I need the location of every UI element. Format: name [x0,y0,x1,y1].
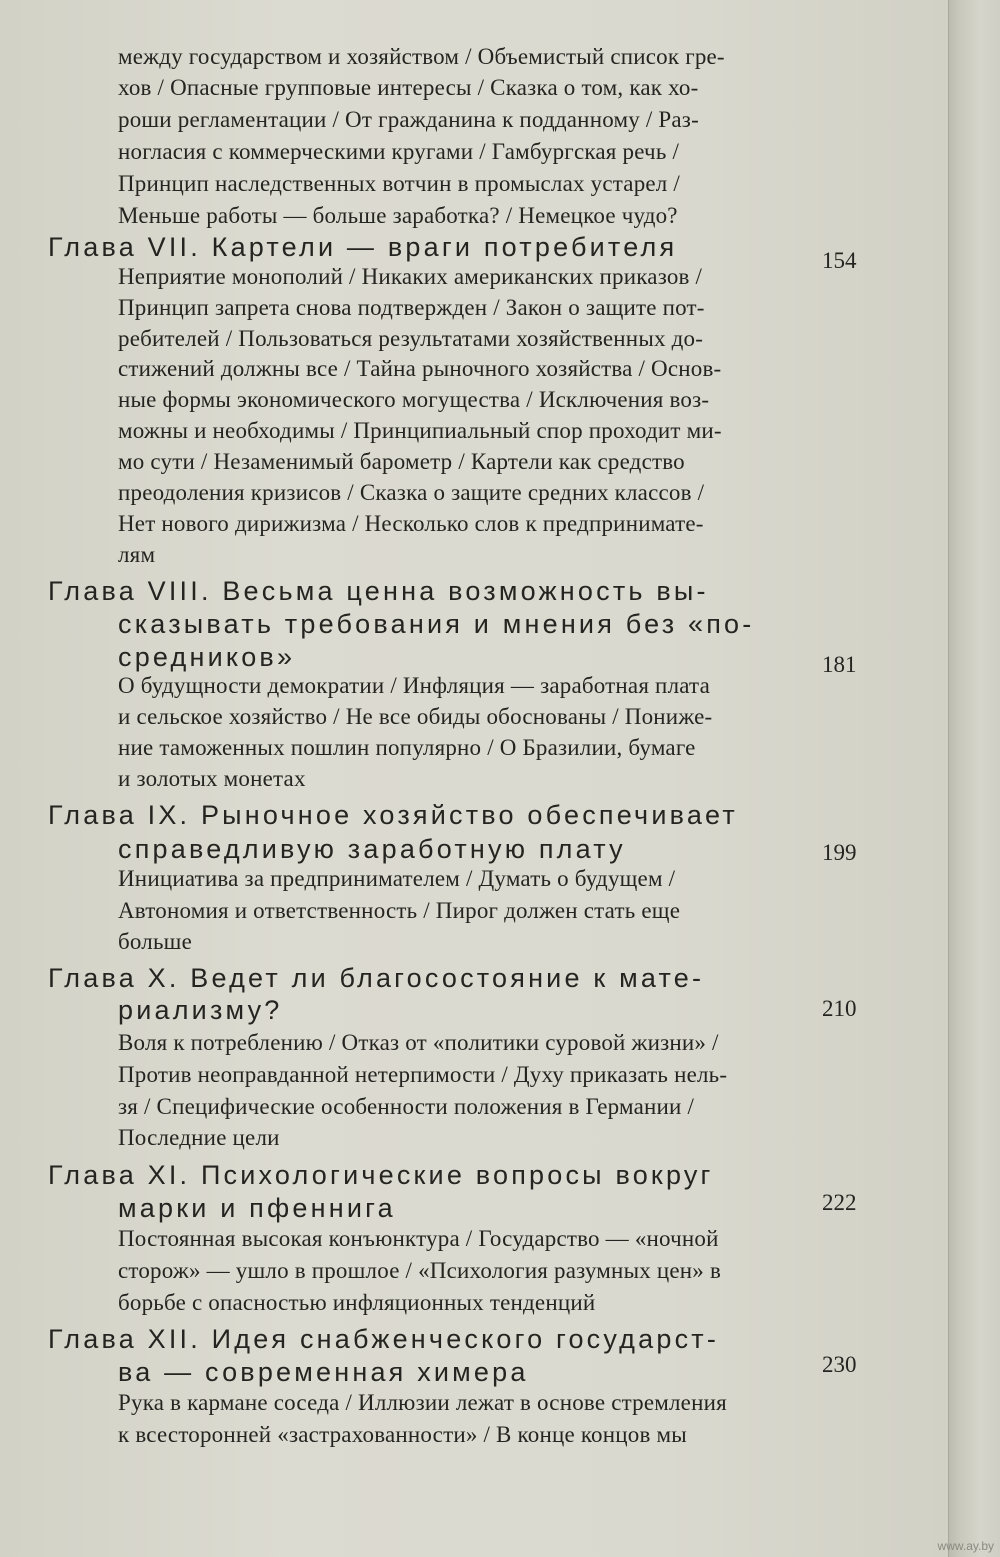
chapter-8-title: Глава VIII. Весьма ценна возможность вы- [48,576,709,606]
chapter-7-title: Глава VII. Картели — враги потребителя [48,232,678,262]
toc-subtopic-line: зя / Специфические особенности положения в Германии / [118,1094,695,1119]
chapter-9-title-cont: справедливую заработную плату [118,834,626,864]
chapter-12-title: Глава XII. Идея снабженческого государст- [48,1324,720,1354]
toc-subtopic-line: преодоления кризисов / Сказка о защите средних классов / [118,480,705,505]
toc-subtopic-line: к всесторонней «застрахованности» / В конце концов мы [118,1422,687,1447]
toc-subtopic-line: О будущности демократии / Инфляция — заработная плата [118,673,711,698]
watermark: www.ay.by [937,1539,994,1553]
chapter-10-title-cont: риализму? [118,995,283,1025]
toc-subtopic-line: Принцип запрета снова подтвержден / Закон о защите пот- [118,295,705,320]
toc-subtopic-line: Нет нового дирижизма / Несколько слов к предпринимате- [118,511,704,536]
chapter-8-title-cont: сказывать требования и мнения без «по- [118,609,755,639]
toc-subtopic-line: Воля к потреблению / Отказ от «политики суровой жизни» / [118,1030,719,1055]
toc-subtopic-line: Против неоправданной нетерпимости / Духу приказать нель- [118,1062,728,1087]
chapter-8-page-number: 181 [822,652,857,677]
toc-subtopic-line: ногласия с коммерческими кругами / Гамбургская речь / [118,139,680,164]
chapter-12-page-number: 230 [822,1352,857,1377]
toc-subtopic-line: можны и необходимы / Принципиальный спор проходит ми- [118,418,722,443]
toc-subtopic-line: хов / Опасные групповые интересы / Сказка о том, как хо- [118,75,699,100]
toc-subtopic-line: роши регламентации / От гражданина к подданному / Раз- [118,107,699,132]
toc-subtopic-line: Постоянная высокая конъюнктура / Государство — «ночной [118,1226,719,1251]
chapter-9-page-number: 199 [822,840,857,865]
toc-subtopic-line: больше [118,929,192,954]
toc-subtopic-line: Инициатива за предпринимателем / Думать о будущем / [118,866,676,891]
toc-subtopic-line: Меньше работы — больше заработка? / Немецкое чудо? [118,203,678,228]
toc-subtopic-line: Последние цели [118,1125,280,1150]
toc-subtopic-line: Автономия и ответственность / Пирог должен стать еще [118,898,681,923]
toc-subtopic-line: лям [118,542,156,567]
chapter-9-title: Глава IX. Рыночное хозяйство обеспечивает [48,800,738,830]
toc-subtopic-line: Принцип наследственных вотчин в промыслах устарел / [118,171,681,196]
chapter-11-title-cont: марки и пфеннига [118,1193,396,1223]
chapter-11-title: Глава XI. Психологические вопросы вокруг [48,1160,714,1190]
chapter-10-title: Глава X. Ведет ли благосостояние к мате- [48,963,705,993]
toc-subtopic-line: Неприятие монополий / Никаких американских приказов / [118,264,703,289]
toc-subtopic-line: мо сути / Незаменимый барометр / Картели как средство [118,449,685,474]
chapter-7-page-number: 154 [822,248,857,273]
chapter-10-page-number: 210 [822,996,857,1021]
toc-subtopic-line: и золотых монетах [118,766,306,791]
toc-subtopic-line: ние таможенных пошлин популярно / О Бразилии, бумаге [118,735,696,760]
toc-subtopic-line: ные формы экономического могущества / Исключения воз- [118,387,710,412]
book-gutter [948,0,1000,1557]
chapter-11-page-number: 222 [822,1190,857,1215]
toc-subtopic-line: между государством и хозяйством / Объемистый список гре- [118,44,725,69]
toc-subtopic-line: стижений должны все / Тайна рыночного хозяйства / Основ- [118,356,722,381]
toc-subtopic-line: сторож» — ушло в прошлое / «Психология разумных цен» в [118,1258,722,1283]
toc-subtopic-line: борьбе с опасностью инфляционных тенденций [118,1290,596,1315]
toc-subtopic-line: Рука в кармане соседа / Иллюзии лежат в основе стремления [118,1390,727,1415]
chapter-12-title-cont: ва — современная химера [118,1357,529,1387]
toc-subtopic-line: ребителей / Пользоваться результатами хозяйственных до- [118,326,704,351]
chapter-8-title-cont: средников» [118,642,296,672]
toc-subtopic-line: и сельское хозяйство / Не все обиды обоснованы / Пониже- [118,704,713,729]
